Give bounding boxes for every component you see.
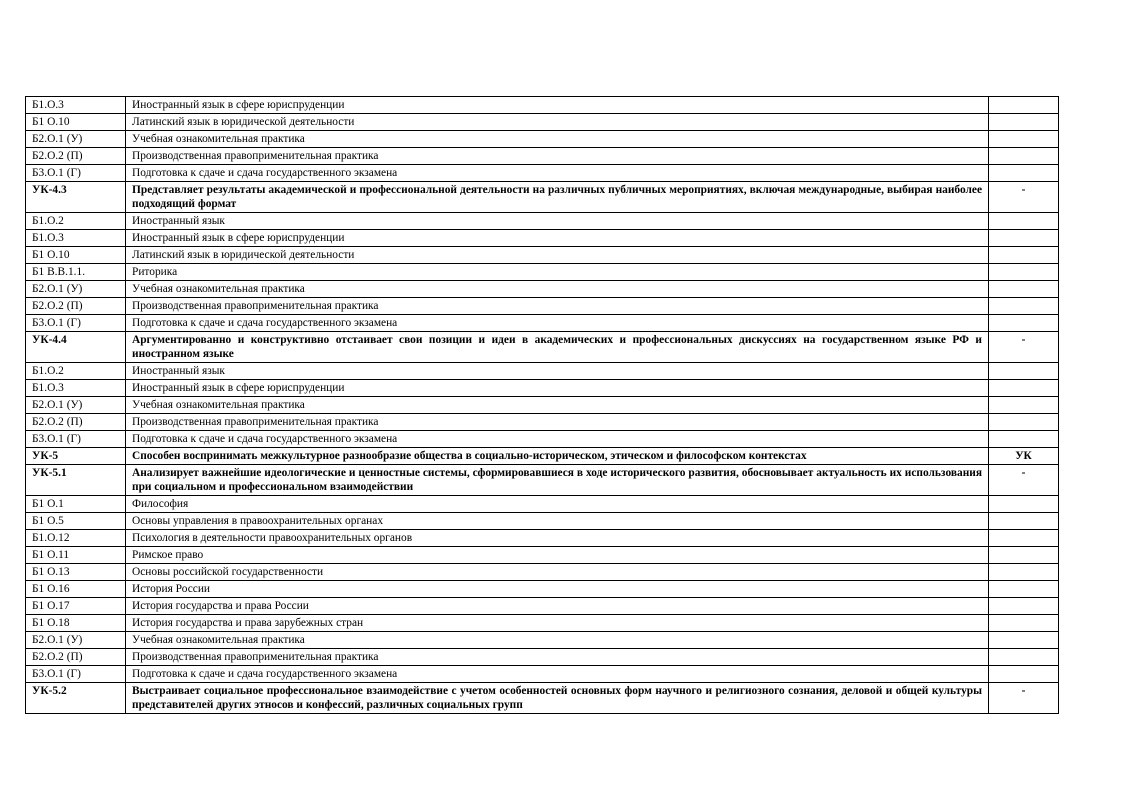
mark-cell [989,414,1059,431]
code-cell: Б2.О.1 (У) [26,632,126,649]
mark-cell [989,431,1059,448]
name-cell: Иностранный язык в сфере юриспруденции [126,97,989,114]
discipline-row [26,97,1059,114]
mark-cell [989,114,1059,131]
code-cell: Б1 О.17 [26,598,126,615]
discipline-row [26,247,1059,264]
mark-cell [989,598,1059,615]
name-cell: Иностранный язык в сфере юриспруденции [126,380,989,397]
discipline-row [26,131,1059,148]
name-cell: Подготовка к сдаче и сдача государственного экзамена [126,666,989,683]
code-cell: Б1 О.16 [26,581,126,598]
name-cell: Подготовка к сдаче и сдача государственного экзамена [126,431,989,448]
mark-cell [989,564,1059,581]
mark-cell: - [989,332,1059,363]
competency-indicator-row [26,448,1059,465]
name-cell: Способен воспринимать межкультурное разнообразие общества в социально-историческом, этическом и философском контекстах [126,448,989,465]
name-cell: Учебная ознакомительная практика [126,397,989,414]
mark-cell: - [989,182,1059,213]
code-cell: Б1 О.10 [26,114,126,131]
mark-cell [989,632,1059,649]
code-cell: Б2.О.2 (П) [26,414,126,431]
name-cell: Анализирует важнейшие идеологические и ценностные системы, сформировавшиеся в ходе исторического развития, обосновывает актуальность их использования при социальном и профессиональном взаимодействии [126,465,989,496]
discipline-row [26,564,1059,581]
code-cell: Б1.О.12 [26,530,126,547]
mark-cell [989,649,1059,666]
code-cell: Б2.О.2 (П) [26,148,126,165]
discipline-row [26,230,1059,247]
name-cell: История государства и права зарубежных стран [126,615,989,632]
code-cell: Б3.О.1 (Г) [26,165,126,182]
name-cell: Философия [126,496,989,513]
code-cell: Б2.О.1 (У) [26,397,126,414]
name-cell: История государства и права России [126,598,989,615]
discipline-row [26,315,1059,332]
mark-cell [989,666,1059,683]
discipline-row [26,598,1059,615]
code-cell: Б1 О.1 [26,496,126,513]
mark-cell [989,513,1059,530]
competency-indicator-row [26,465,1059,496]
mark-cell [989,97,1059,114]
mark-cell [989,131,1059,148]
code-cell: Б1.О.3 [26,380,126,397]
mark-cell [989,615,1059,632]
name-cell: Производственная правоприменительная практика [126,148,989,165]
discipline-row [26,649,1059,666]
code-cell: Б1.О.3 [26,230,126,247]
discipline-row [26,414,1059,431]
discipline-row [26,547,1059,564]
code-cell: Б1 О.10 [26,247,126,264]
mark-cell [989,363,1059,380]
name-cell: Риторика [126,264,989,281]
competency-indicator-row [26,182,1059,213]
discipline-row [26,431,1059,448]
discipline-row [26,581,1059,598]
mark-cell [989,264,1059,281]
mark-cell [989,247,1059,264]
mark-cell [989,530,1059,547]
name-cell: Производственная правоприменительная практика [126,649,989,666]
discipline-row [26,615,1059,632]
discipline-row [26,530,1059,547]
name-cell: Иностранный язык [126,363,989,380]
name-cell: Подготовка к сдаче и сдача государственного экзамена [126,315,989,332]
discipline-row [26,114,1059,131]
discipline-row [26,632,1059,649]
code-cell: Б1 О.11 [26,547,126,564]
code-cell: Б1.О.2 [26,363,126,380]
mark-cell [989,547,1059,564]
name-cell: Иностранный язык [126,213,989,230]
code-cell: Б2.О.2 (П) [26,649,126,666]
name-cell: Производственная правоприменительная практика [126,414,989,431]
name-cell: Учебная ознакомительная практика [126,131,989,148]
discipline-row [26,298,1059,315]
code-cell: Б2.О.1 (У) [26,281,126,298]
name-cell: Представляет результаты академической и профессиональной деятельности на различных публичных мероприятиях, включая международные, выбирая наиболее подходящий формат [126,182,989,213]
name-cell: Основы управления в правоохранительных органах [126,513,989,530]
name-cell: Основы российской государственности [126,564,989,581]
mark-cell: УК [989,448,1059,465]
code-cell: УК-4.3 [26,182,126,213]
discipline-row [26,148,1059,165]
code-cell: Б1 О.5 [26,513,126,530]
name-cell: Выстраивает социальное профессиональное взаимодействие с учетом особенностей основных форм научного и религиозного сознания, деловой и общей культуры представителей других этносов и конфессий, различных социальных групп [126,683,989,714]
code-cell: УК-5 [26,448,126,465]
mark-cell: - [989,683,1059,714]
mark-cell [989,315,1059,332]
code-cell: Б1 О.13 [26,564,126,581]
mark-cell [989,281,1059,298]
name-cell: Аргументированно и конструктивно отстаивает свои позиции и идеи в академических и профессиональных дискуссиях на государственном языке РФ и иностранном языке [126,332,989,363]
name-cell: Подготовка к сдаче и сдача государственного экзамена [126,165,989,182]
discipline-row [26,165,1059,182]
competency-indicator-row [26,332,1059,363]
code-cell: Б1.О.2 [26,213,126,230]
code-cell: Б2.О.1 (У) [26,131,126,148]
name-cell: Учебная ознакомительная практика [126,632,989,649]
discipline-row [26,380,1059,397]
code-cell: Б3.О.1 (Г) [26,666,126,683]
name-cell: Римское право [126,547,989,564]
code-cell: УК-5.1 [26,465,126,496]
mark-cell [989,298,1059,315]
competency-indicator-row [26,683,1059,714]
code-cell: УК-5.2 [26,683,126,714]
name-cell: Психология в деятельности правоохранительных органов [126,530,989,547]
code-cell: Б3.О.1 (Г) [26,431,126,448]
name-cell: История России [126,581,989,598]
mark-cell: - [989,465,1059,496]
discipline-row [26,397,1059,414]
name-cell: Производственная правоприменительная практика [126,298,989,315]
name-cell: Иностранный язык в сфере юриспруденции [126,230,989,247]
code-cell: Б1 О.18 [26,615,126,632]
competency-table [25,96,1059,714]
mark-cell [989,165,1059,182]
mark-cell [989,230,1059,247]
discipline-row [26,363,1059,380]
mark-cell [989,213,1059,230]
mark-cell [989,581,1059,598]
discipline-row [26,281,1059,298]
code-cell: УК-4.4 [26,332,126,363]
discipline-row [26,513,1059,530]
name-cell: Учебная ознакомительная практика [126,281,989,298]
name-cell: Латинский язык в юридической деятельности [126,114,989,131]
code-cell: Б2.О.2 (П) [26,298,126,315]
discipline-row [26,666,1059,683]
code-cell: Б1.О.3 [26,97,126,114]
mark-cell [989,148,1059,165]
code-cell: Б1 В.В.1.1. [26,264,126,281]
discipline-row [26,264,1059,281]
code-cell: Б3.О.1 (Г) [26,315,126,332]
mark-cell [989,397,1059,414]
competency-table-body [26,97,1059,714]
discipline-row [26,213,1059,230]
mark-cell [989,380,1059,397]
name-cell: Латинский язык в юридической деятельности [126,247,989,264]
discipline-row [26,496,1059,513]
mark-cell [989,496,1059,513]
